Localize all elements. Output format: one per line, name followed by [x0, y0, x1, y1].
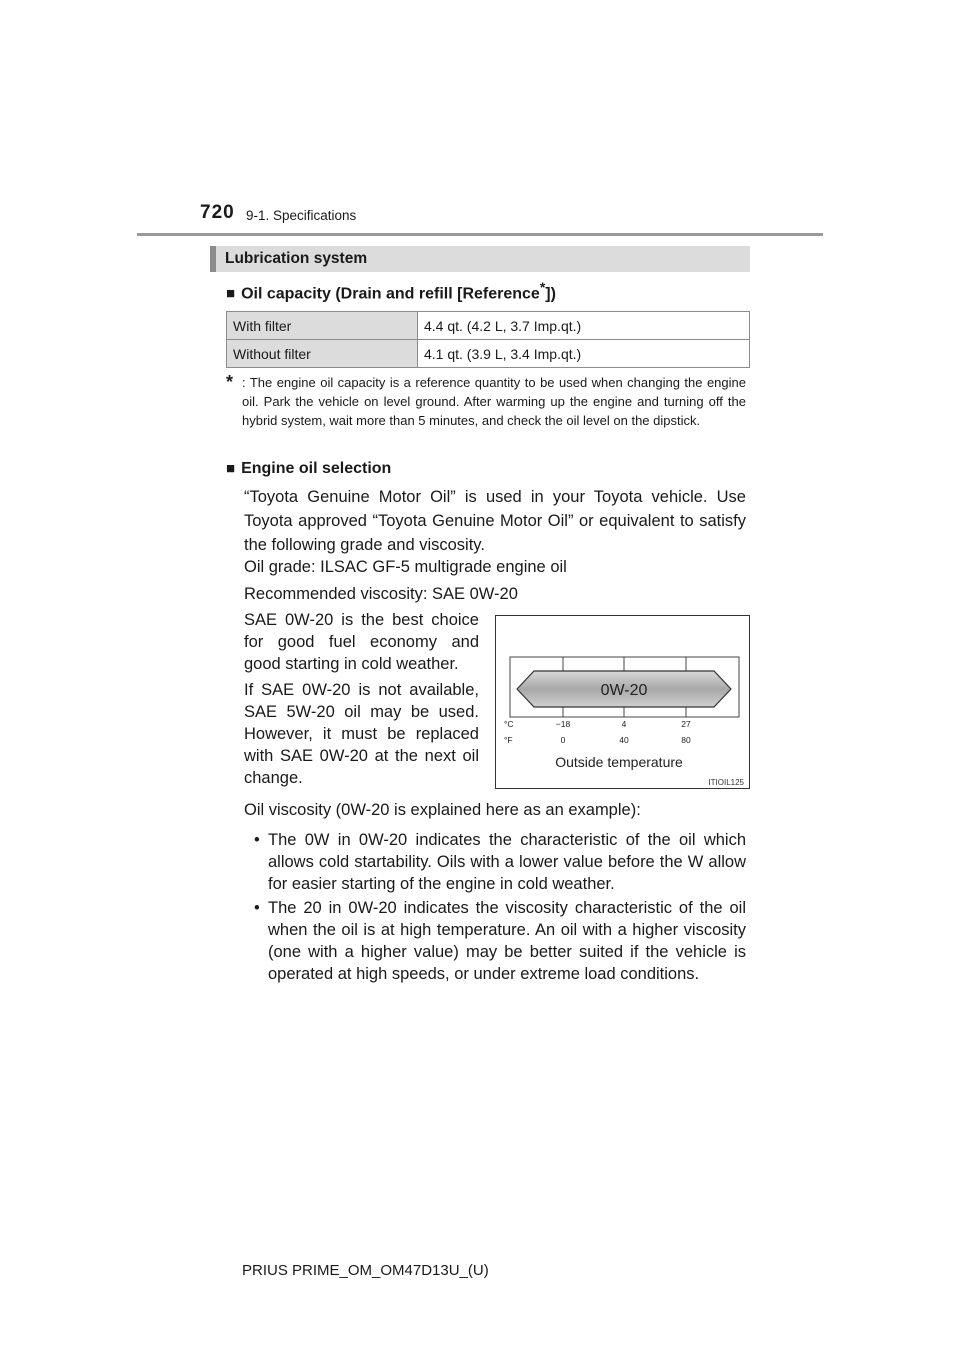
recommended-viscosity: Recommended viscosity: SAE 0W-20	[244, 585, 518, 603]
oil-grade: Oil grade: ILSAC GF-5 multigrade engine oil	[244, 558, 567, 576]
section-title: Lubrication system	[225, 250, 368, 267]
figure-code: ITIOIL125	[708, 778, 744, 787]
arrow-label: 0W-20	[600, 682, 648, 699]
celsius-tick: 27	[681, 719, 691, 729]
oil-selection-intro: “Toyota Genuine Motor Oil” is used in your Toyota vehicle. Use Toyota approved “Toyota Genuine Motor Oil” or equivalent to satisfy the following grade and viscosity.	[244, 488, 746, 554]
table-cell-value: 4.4 qt. (4.2 L, 3.7 Imp.qt.)	[418, 312, 750, 340]
square-bullet-icon: ■	[226, 285, 236, 303]
oil-selection-heading	[226, 460, 391, 478]
viscosity-temperature-figure	[495, 615, 750, 789]
oil-capacity-table	[226, 311, 750, 368]
oil-selection-heading-text: Engine oil selection	[241, 460, 392, 477]
section-heading-bar	[210, 246, 750, 272]
celsius-unit: °C	[504, 719, 514, 729]
alternative-oil-text: If SAE 0W-20 is not available, SAE 5W-20 oil may be used. However, it must be replaced with SAE 0W-20 at the next oil change.	[244, 681, 479, 787]
table-cell-label: Without filter	[227, 340, 418, 368]
footnote-text: : The engine oil capacity is a reference quantity to be used when changing the engine oil. Park the vehicle on level ground. After warming up the engine and turning off the hybrid system, wait more than 5 minutes, and check the oil level on the dipstick.	[242, 375, 746, 428]
header-divider	[137, 233, 823, 236]
oil-capacity-heading-end: ])	[545, 285, 556, 303]
bullet-text: The 0W in 0W-20 indicates the characteristic of the oil which allows cold startability. Oils with a lower value before the W allow for easier starting of the engine in cold weather.	[268, 831, 746, 893]
capacity-footnote	[226, 373, 746, 430]
oil-capacity-heading-text: Oil capacity (Drain and refill [Reference	[241, 285, 540, 303]
footnote-star: *	[226, 372, 234, 392]
best-choice-text: SAE 0W-20 is the best choice for good fuel economy and good starting in cold weather.	[244, 611, 479, 673]
viscosity-explain-intro: Oil viscosity (0W-20 is explained here as an example):	[244, 801, 641, 819]
bullet-dot: •	[254, 899, 260, 917]
bullet-text: The 20 in 0W-20 indicates the viscosity characteristic of the oil when the oil is at high temperature. An oil with a higher viscosity (one with a higher value) may be better suited if the vehicle is operated at high speeds, or under extreme load conditions.	[268, 899, 746, 983]
oil-capacity-heading	[226, 279, 556, 303]
celsius-tick: −18	[555, 719, 571, 729]
page-number: 720	[200, 202, 235, 223]
square-bullet-icon: ■	[226, 460, 236, 477]
list-item	[244, 829, 746, 895]
table-row	[227, 340, 750, 368]
bullet-dot: •	[254, 831, 260, 849]
table-cell-value: 4.1 qt. (3.9 L, 3.4 Imp.qt.)	[418, 340, 750, 368]
table-cell-label: With filter	[227, 312, 418, 340]
celsius-tick: 4	[621, 719, 627, 729]
table-row	[227, 312, 750, 340]
page-footer: PRIUS PRIME_OM_OM47D13U_(U)	[242, 1262, 489, 1279]
reference-star: *	[539, 279, 546, 295]
chapter-title: 9-1. Specifications	[246, 208, 357, 223]
figure-caption: Outside temperature	[555, 754, 683, 770]
fahrenheit-tick: 80	[681, 735, 691, 745]
viscosity-chart	[496, 616, 749, 788]
fahrenheit-unit: °F	[504, 735, 513, 745]
fahrenheit-tick: 0	[560, 735, 566, 745]
fahrenheit-tick: 40	[619, 735, 629, 745]
list-item	[244, 897, 746, 985]
